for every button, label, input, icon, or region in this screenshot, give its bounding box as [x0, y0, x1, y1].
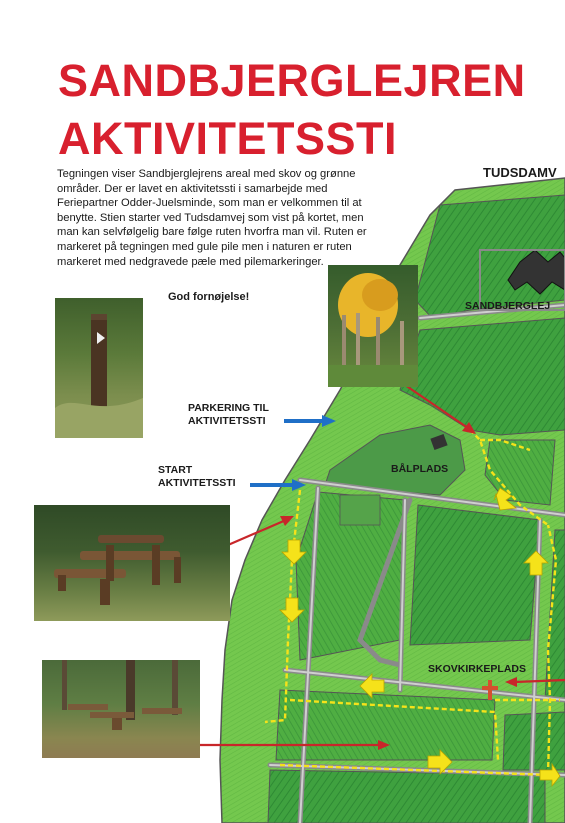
parking-label-line1: PARKERING TIL	[188, 402, 269, 414]
photo-forest-logs	[42, 660, 200, 758]
photo-autumn-tree	[328, 265, 418, 387]
photo-log-benches	[34, 505, 230, 621]
page-title-line1: SANDBJERGLEJREN	[58, 55, 526, 106]
church-label: SKOVKIRKEPLADS	[428, 663, 527, 675]
road-label: TUDSDAMV	[483, 165, 557, 180]
photo-trail-post	[55, 298, 143, 438]
camp-label: SANDBJERGLEJ	[465, 300, 551, 312]
start-label-line1: START	[158, 464, 193, 476]
page-title-line2: AKTIVITETSSTI	[58, 113, 398, 164]
forest-south	[268, 770, 545, 823]
bonfire-label: BÅLPLADS	[391, 463, 449, 475]
forest-center-east	[410, 505, 540, 645]
greeting: God fornøjelse!	[168, 291, 250, 303]
parking-label-line2: AKTIVITETSSTI	[188, 415, 266, 427]
start-label-line2: AKTIVITETSSTI	[158, 477, 236, 489]
square-clearing	[340, 495, 380, 525]
intro-text: Tegningen viser Sandbjerglejrens areal med skov og grønne områder. Der er lavet en aktivitetssti i samarbejde med Feriepartner Odder-Juelsminde, som man er velkommen til at benytte. Stien starter ved Tudsdamvej som vist på kortet, men man kan selvfølgelig bare følge ruten hvorfra man vil. Ruten er markeret på tegningen med gule pile men i naturen er ruten markeret med nedgravede pæle med pilemarkeringer.	[57, 168, 367, 268]
